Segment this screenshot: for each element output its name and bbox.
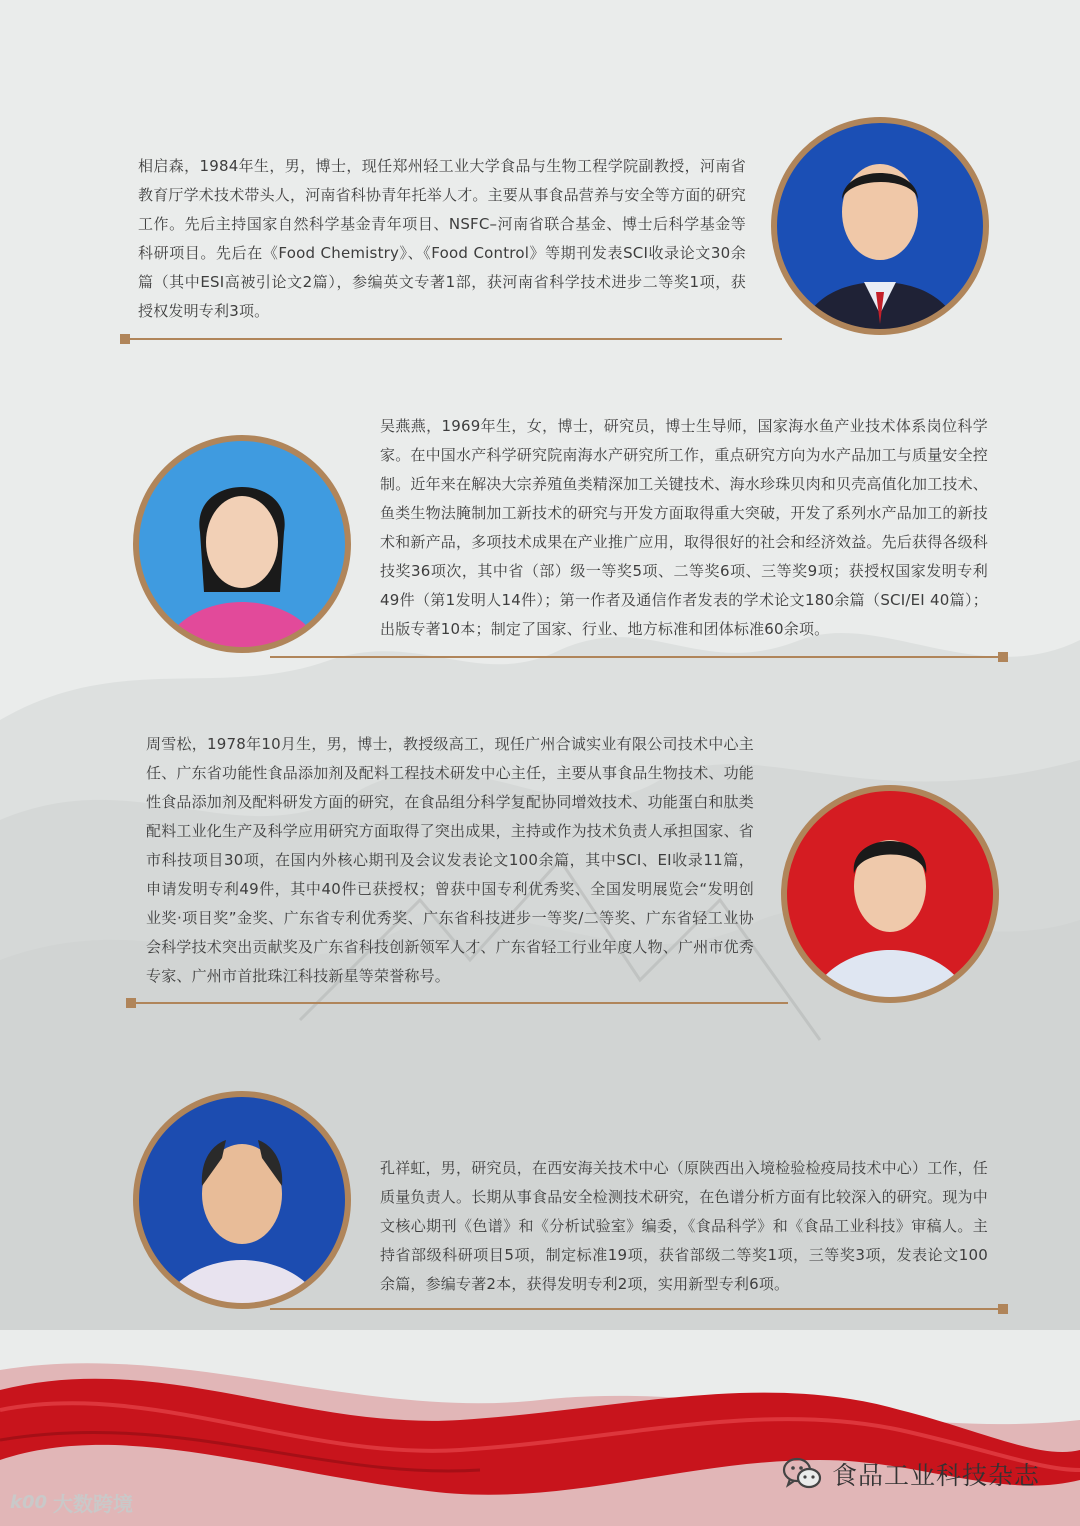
watermark-mark: k00 <box>10 1492 48 1513</box>
profile-1-bio: 相启森，1984年生，男，博士，现任郑州轻工业大学食品与生物工程学院副教授，河南省教育厅学术技术带头人，河南省科协青年托举人才。主要从事食品营养与安全等方面的研究工作。先后主持国家自然科学基金青年项目、NSFC–河南省联合基金、博士后科学基金等科研项目。先后在《Food Chemistry》、《Food Control》等期刊发表SCI收录论文30余篇（其中ESI高被引论文2篇），参编英文专著1部，获河南省科学技术进步二等奖1项，获授权发明专利3项。 <box>138 157 747 320</box>
brand-name: 食品工业科技杂志 <box>832 1461 1041 1490</box>
profile-2-divider <box>270 656 1006 658</box>
profile-1-photo <box>768 114 992 338</box>
watermark-text: 大数跨境 <box>53 1492 134 1516</box>
red-ribbon-decoration <box>0 1310 1080 1526</box>
profile-3-bio: 周雪松，1978年10月生，男，博士，教授级高工，现任广州合诚实业有限公司技术中心主任、广东省功能性食品添加剂及配料工程技术研发中心主任，主要从事食品生物技术、功能性食品添加剂及配料研发方面的研究，在食品组分科学复配协同增效技术、功能蛋白和肽类配料工业化生产及科学应用研究方面取得了突出成果，主持或作为技术负责人承担国家、省市科技项目30项，在国内外核心期刊及会议发表论文100余篇，其中SCI、EI收录11篇，申请发明专利49件，其中40件已获授权；曾获中国专利优秀奖、全国发明展览会“发明创业奖·项目奖”金奖、广东省专利优秀奖、广东省科技进步一等奖/二等奖、广东省轻工业协会科学技术突出贡献奖及广东省科技创新领军人才、广东省轻工行业年度人物、广州市优秀专家、广州市首批珠江科技新星等荣誉称号。 <box>146 735 755 985</box>
watermark <box>10 1488 133 1517</box>
profile-4-bio: 孔祥虹，男，研究员，在西安海关技术中心（原陕西出入境检验检疫局技术中心）工作，任质量负责人。长期从事食品安全检测技术研究，在色谱分析方面有比较深入的研究。现为中文核心期刊《色谱》和《分析试验室》编委，《食品科学》和《食品工业科技》审稿人。主持省部级科研项目5项，制定标准19项，获省部级二等奖1项，三等奖3项，发表论文100余篇，参编专著2本，获得发明专利2项，实用新型专利6项。 <box>380 1159 989 1293</box>
wechat-icon <box>782 1457 822 1491</box>
profile-2-bio: 吴燕燕，1969年生，女，博士，研究员，博士生导师，国家海水鱼产业技术体系岗位科学家。在中国水产科学研究院南海水产研究所工作，重点研究方向为水产品加工与质量安全控制。近年来在解决大宗养殖鱼类精深加工关键技术、海水珍珠贝肉和贝壳高值化加工技术、鱼类生物法腌制加工新技术的研究与开发方面取得重大突破，开发了系列水产品加工的新技术和新产品，多项技术成果在产业推广应用，取得很好的社会和经济效益。先后获得各级科技奖36项次，其中省（部）级一等奖5项、二等奖6项、三等奖9项；获授权国家发明专利49件（第1发明人14件）；第一作者及通信作者发表的学术论文180余篇（SCI/EI 40篇）；出版专著10本；制定了国家、行业、地方标准和团体标准60余项。 <box>380 417 989 638</box>
profile-4-photo <box>130 1088 354 1312</box>
profile-3-photo <box>778 782 1002 1006</box>
profile-2-photo <box>130 432 354 656</box>
profile-1-divider <box>122 338 782 340</box>
magazine-brand <box>782 1456 1040 1492</box>
profile-3-divider <box>128 1002 788 1004</box>
